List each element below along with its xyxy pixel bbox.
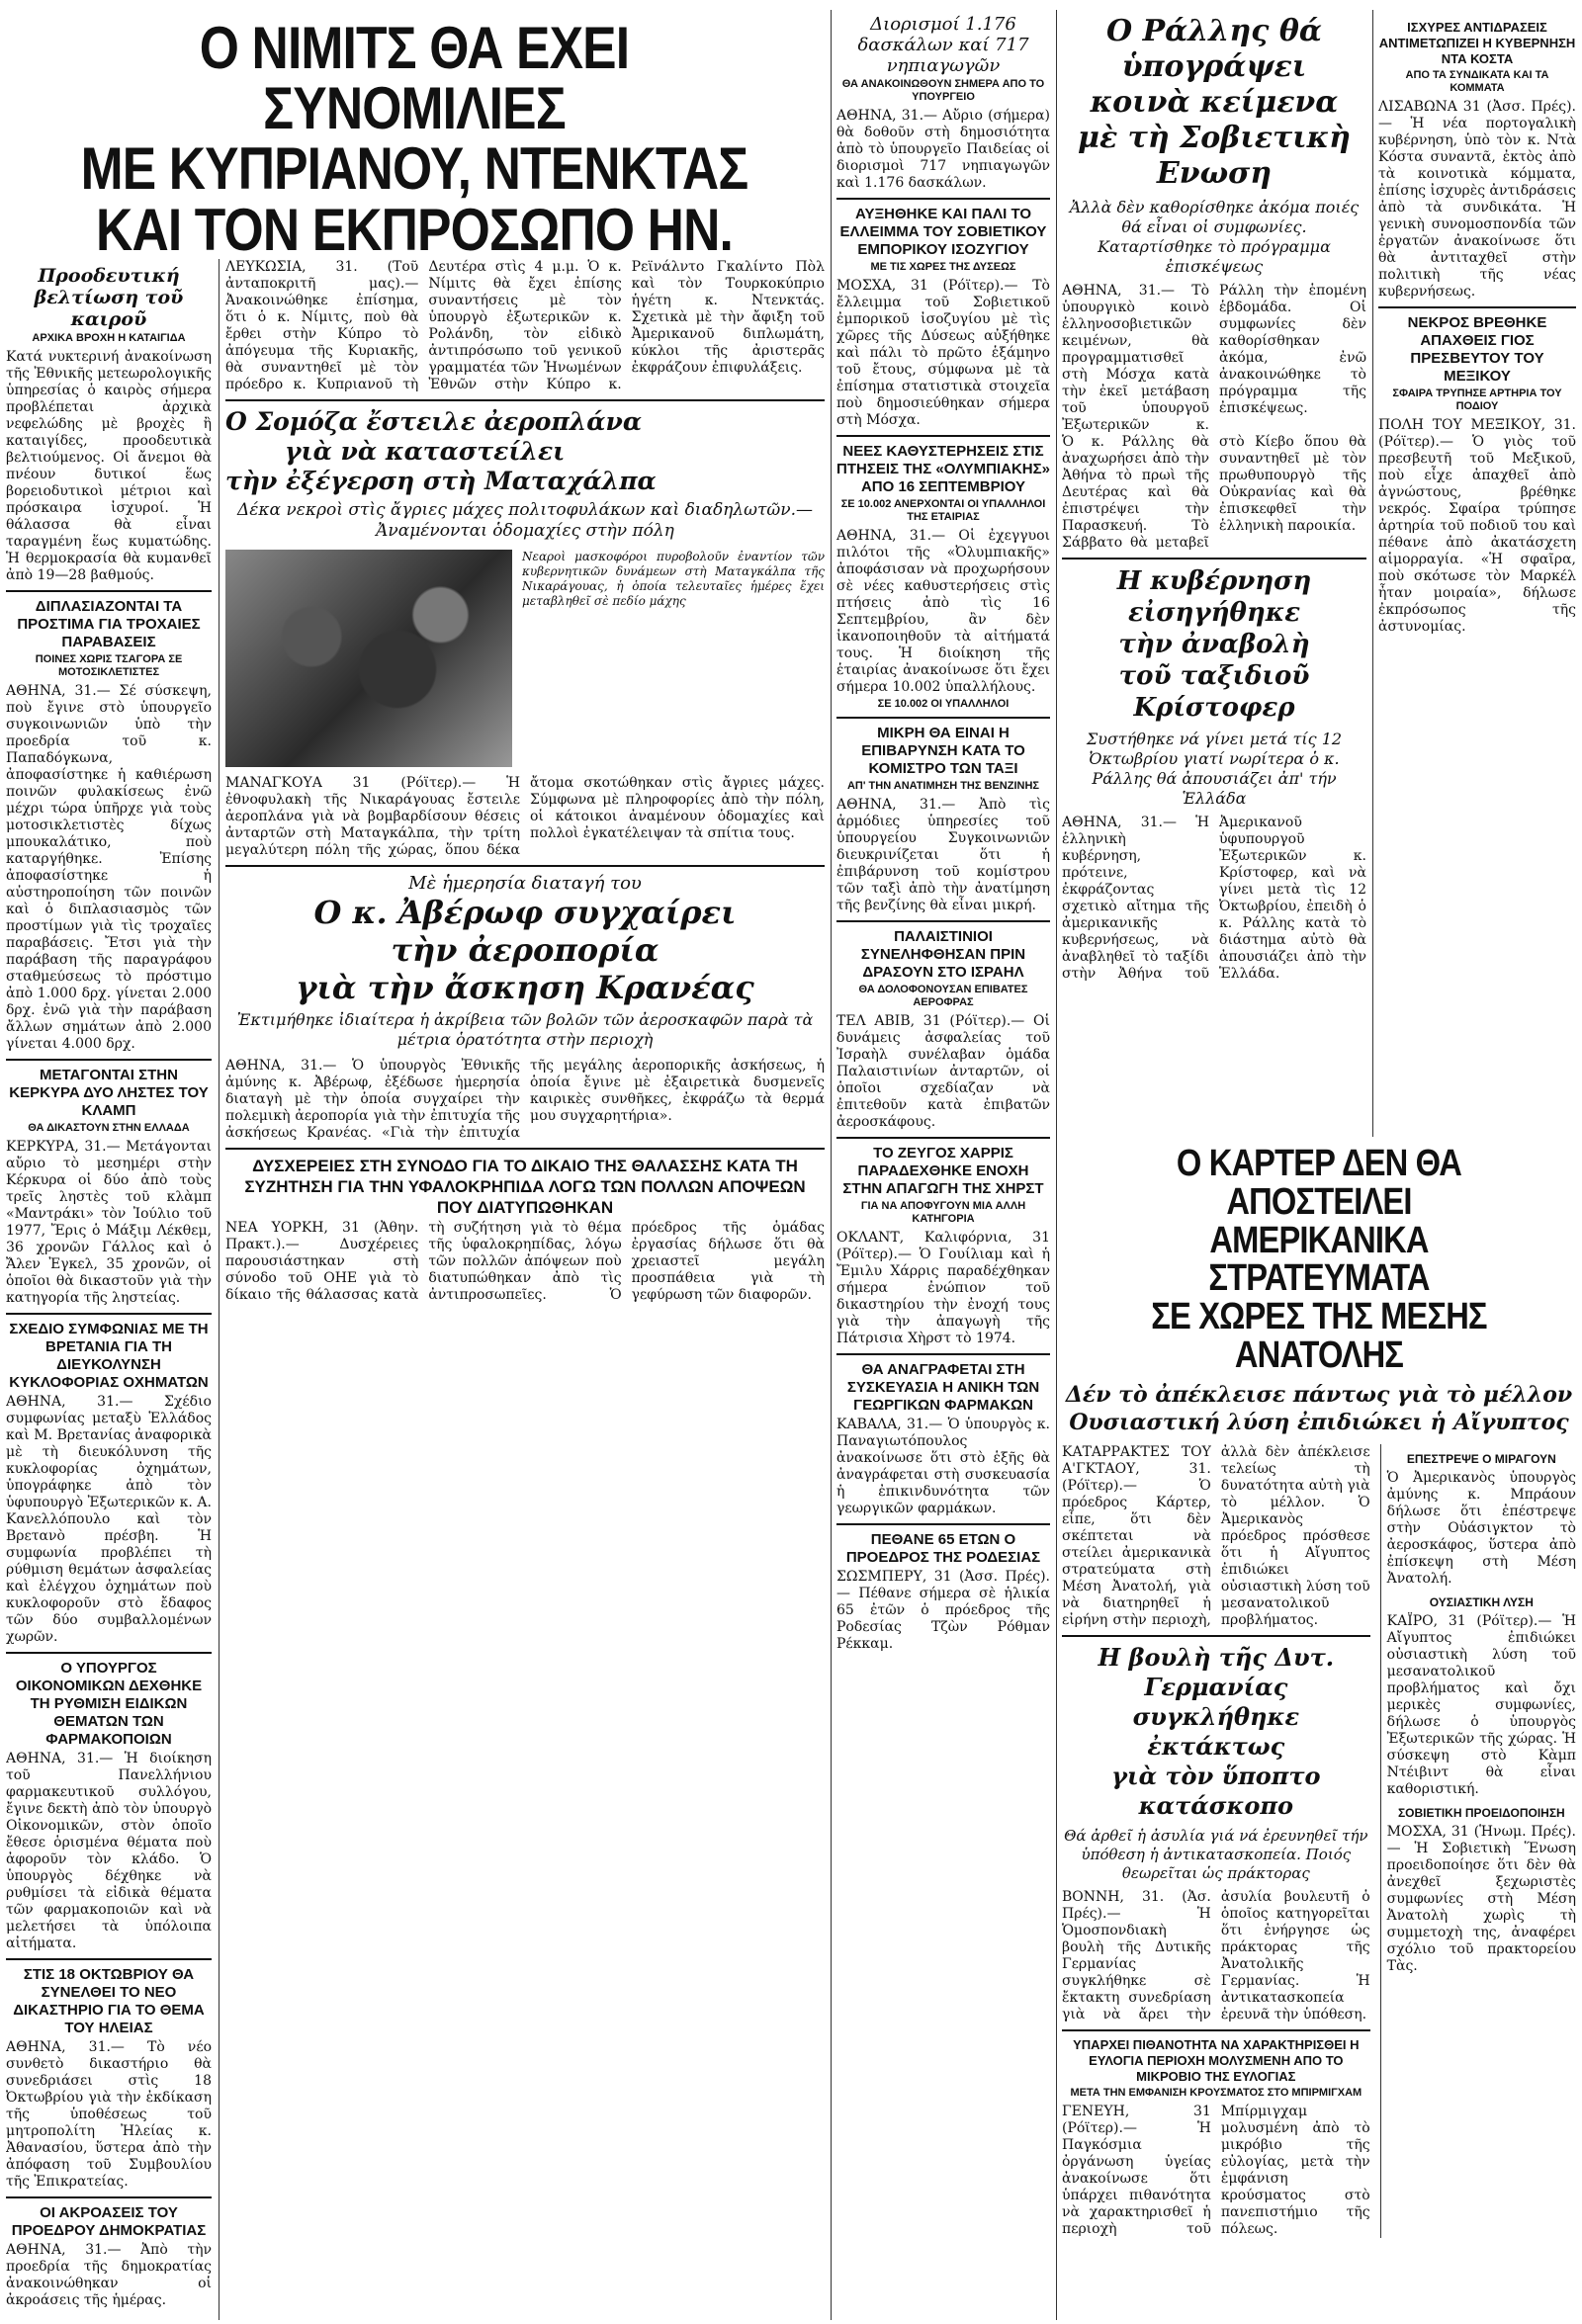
- bundestag-subhead: Θά ἀρθεῖ ἡ ἀσυλία γιά νά ἐρευνηθεῖ τήν ὑπόθεση ἡ ἀντικατασκοπεία. Ποιός θεωρεῖται ὡς πράκτορας: [1064, 1826, 1368, 1882]
- averof-subhead: Ἐκτιμήθηκε ἰδιαίτερα ἡ ἀκρίβεια τῶν βολῶν τῶν ἀεροσκαφῶν παρὰ τὰ μέτρια ὁρατότητα στὴν περιοχὴ: [236, 1010, 814, 1049]
- soviet-warning-headline: ΣΟΒΙΕΤΙΚΗ ΠΡΟΕΙΔΟΠΟΙΗΣΗ: [1397, 1805, 1565, 1820]
- column-rule: [1056, 10, 1057, 2320]
- column-4-top: [1062, 14, 1366, 1137]
- somoza-headline-line-1: Ο Σομόζα ἔστειλε ἀεροπλάνα: [225, 407, 643, 436]
- sea-law-body: ΝΕΑ ΥΟΡΚΗ, 31 (Ἀθην. Πρακτ.).— Δυσχέρειες παρουσιάστηκαν στὴ σύνοδο τοῦ ΟΗΕ γιὰ τὸ δίκαιο τῆς θάλασσας κατὰ τὴ συζήτηση γιὰ τὸ θέμα τῆς ὑφαλοκρηπίδας, λόγω τῶν πολλῶν ἀπόψεων ποὺ διατυπώθηκαν ἀπὸ τὶς ἀντιπροσωπεῖες. Ὁ πρόεδρος τῆς ὁμάδας ἐργασίας δήλωσε ὅτι θὰ χρειαστεῖ μεγάλη προσπάθεια γιὰ τὴ γεφύρωση τῶν διαφορῶν.: [225, 1220, 825, 1303]
- palestinians-subhead: ΘΑ ΔΟΛΟΦΟΝΟΥΣΑΝ ΕΠΙΒΑΤΕΣ ΑΕΡΟΦΡΑΣ: [858, 984, 1028, 1008]
- mirage-headline: ΕΠΕΣΤΡΕΨΕ Ο ΜΙΡΑΓΟΥΝ: [1406, 1451, 1556, 1466]
- solution-headline: ΟΥΣΙΑΣΤΙΚΗ ΛΥΣΗ: [1429, 1594, 1534, 1609]
- deficit-headline: ΑΥΞΗΘΗΚΕ ΚΑΙ ΠΑΛΙ ΤΟ ΕΛΛΕΙΜΜΑ ΤΟΥ ΣΟΒΙΕΤΙΚΟΥ ΕΜΠΟΡΙΚΟΥ ΙΣΟΖΥΓΙΟΥ: [839, 206, 1047, 258]
- rallis-body-2: Ὁ κ. Ράλλης θὰ ἀναχωρήσει ἀπὸ τὴν Ἀθήνα τὸ πρωὶ τῆς Δευτέρας καὶ θὰ ἐπιστρέψει τὴν Παρασκευή. Τὸ Σάββατο θὰ μεταβεῖ στὸ Κίεβο ὅπου θὰ συναντηθεῖ μὲ τὸν πρωθυπουργὸ τῆς Οὐκρανίας καὶ θὰ ἐπισκεφθεῖ τὴν ἑλληνικὴ παροικία.: [1062, 434, 1366, 551]
- smallpox-headline: ΥΠΑΡΧΕΙ ΠΙΘΑΝΟΤΗΤΑ ΝΑ ΧΑΡΑΚΤΗΡΙΣΘΕΙ Η ΕΥΛΟΓΙΑ ΠΕΡΙΟΧΗ ΜΟΛΥΣΜΕΝΗ ΑΠΟ ΤΟ ΜΙΚΡΟΒΙΟ ΤΗΣ ΕΥΛΟΓΙΑΣ: [1073, 2036, 1360, 2084]
- deficit-body: ΜΟΣΧΑ, 31 (Ρόϊτερ).— Τὸ ἔλλειμμα τοῦ Σοβιετικοῦ ἐμπορικοῦ ἰσοζυγίου μὲ τὶς χῶρες τῆς Δύσεως αὐξήθηκε καὶ πάλι τὸ πρῶτο ἑξάμηνο τοῦ ἔτους, σύμφωνα μὲ τὰ ἐπίσημα στατιστικὰ στοιχεῖα ποὺ δημοσιεύθηκαν σήμερα στὴ Μόσχα.: [836, 278, 1050, 428]
- bundestag-headline-line-3: γιὰ τὸν ὕποπτο κατάσκοπο: [1111, 1761, 1321, 1820]
- mexico-subhead: ΣΦΑΙΡΑ ΤΡΥΠΗΣΕ ΑΡΤΗΡΙΑ ΤΟΥ ΠΟΔΙΟΥ: [1392, 387, 1562, 412]
- pharmacists-body: ΑΘΗΝΑ, 31.— Ἡ διοίκηση τοῦ Πανελλήνιου φαρμακευτικοῦ συλλόγου, ἔγινε δεκτὴ ἀπὸ τὸν ὑπουργὸ Οἰκονομικῶν, στὸν ὁποῖο ἔθεσε ὁρισμένα θέματα ποὺ ἀφοροῦν τὸν κλάδο. Ὁ ὑπουργὸς δέχθηκε νὰ ρυθμίσει τὰ εἰδικὰ θέματα τῶν φαρμακοποιῶν καὶ νὰ μελετήσει τὰ ὑπόλοιπα αἰτήματα.: [6, 1751, 212, 1951]
- bundestag-headline-line-2: συγκλήθηκε ἐκτάκτως: [1132, 1701, 1300, 1761]
- divider: [6, 1059, 212, 1061]
- dacosta-headline: ΙΣΧΥΡΕΣ ΑΝΤΙΔΡΑΣΕΙΣ ΑΝΤΙΜΕΤΩΠΙΖΕΙ Η ΚΥΒΕΡΝΗΣΗ ΝΤΑ ΚΟΣΤΑ: [1378, 20, 1576, 66]
- rallis-headline-line-3: μὲ τὴ Σοβιετικὴ Ενωση: [1078, 121, 1351, 191]
- dacosta-body: ΛΙΣΑΒΩΝΑ 31 (Ἀσσ. Πρές).— Ἡ νέα πορτογαλικὴ κυβέρνηση, ὑπὸ τὸν κ. Ντὰ Κόστα συναντᾶ, ἐκτὸς ἀπὸ τὰ κοινοτικὰ κόμματα, ἐπίσης ἰσχυρὲς ἀντιδράσεις ἀπὸ τὰ συνδικάτα. Ἡ γενικὴ συνομοσπονδία τῶν ἐργατῶν ἀνακοίνωσε ὅτι θὰ ἀντιταχθεῖ στὴν πολιτικὴ τῆς νέας κυβερνήσεως.: [1378, 99, 1576, 300]
- rhodesia-headline: ΠΕΘΑΝΕ 65 ΕΤΩΝ Ο ΠΡΟΕΔΡΟΣ ΤΗΣ ΡΟΔΕΣΙΑΣ: [845, 1531, 1041, 1566]
- divider: [6, 1958, 212, 1960]
- rhodesia-body: ΣΩΣΜΠΕΡΥ, 31 (Ἀσσ. Πρές).— Πέθανε σήμερα σὲ ἡλικία 65 ἐτῶν ὁ πρόεδρος τῆς Ροδεσίας Τζὼν Ρόθμαν Ρέκκαμ.: [836, 1569, 1050, 1652]
- divider: [836, 1353, 1050, 1355]
- carter-headline-line-3: ΣΕ ΧΩΡΕΣ ΤΗΣ ΜΕΣΗΣ ΑΝΑΤΟΛΗΣ: [1151, 1296, 1487, 1376]
- divider: [6, 2196, 212, 2198]
- somoza-subhead: Δέκα νεκροὶ στὶς ἄγριες μάχες πολιτοφυλάκων καὶ διαδηλωτῶν.— Ἀναμένονται ὁδομαχίες στὴν πόλη: [236, 500, 814, 541]
- palestinians-body: ΤΕΛ ΑΒΙΒ, 31 (Ρόϊτερ).— Οἱ δυνάμεις ἀσφαλείας τοῦ Ἰσραὴλ συνέλαβαν ὁμάδα Παλαιστινίων ἀνταρτῶν, οἱ ὁποῖοι σχεδίαζαν νὰ ἐπιτεθοῦν κατὰ ἐπιβατῶν ἀεροσκάφους.: [836, 1013, 1050, 1130]
- main-headline-line-1: Ο ΝΙΜΙΤΣ ΘΑ ΕΧΕΙ ΣΥΝΟΜΙΛΙΕΣ: [199, 18, 630, 142]
- soviet-warning-body: ΜΟΣΧΑ, 31 (Ἡνωμ. Πρές).— Ἡ Σοβιετικὴ Ἕνωση προειδοποίησε ὅτι δὲν θὰ ἀνεχθεῖ ξεχωριστὲς συμφωνίες στὴ Μέση Ἀνατολὴ χωρὶς τὴ συμμετοχὴ της, ἀναφέρει σχόλιο τοῦ πρακτορείου Τὰς.: [1386, 1823, 1576, 1974]
- bundestag-body: ΒΟΝΝΗ, 31. (Ἀσ. Πρές).— Ἡ Ὁμοσπονδιακὴ βουλὴ τῆς Δυτικῆς Γερμανίας συγκλήθηκε σὲ ἔκτακτη συνεδρίαση γιὰ νὰ ἄρει τὴν ἀσυλία βουλευτῆ ὁ ὁποῖος κατηγορεῖται ὅτι ἐνήργησε ὡς πράκτορας τῆς Ἀνατολικῆς Γερμανίας. Ἡ ἀντικατασκοπεία ἐρευνᾶ τὴν ὑπόθεση.: [1062, 1888, 1370, 2023]
- taxi-body: ΑΘΗΝΑ, 31.— Ἀπὸ τὶς ἁρμόδιες ὑπηρεσίες τοῦ ὑπουργείου Συγκοινωνιῶν διευκρινίζεται ὅτι ἡ ἐπιβάρυνση τοῦ κομίστρου τῶν ταξὶ ἀπὸ τὴν ἀνατίμηση τῆς βενζίνης θὰ εἶναι μικρή.: [836, 797, 1050, 913]
- weather-subhead: ΑΡΧΙΚΑ ΒΡΟΧΗ Η ΚΑΤΑΙΓΙΔΑ: [32, 332, 186, 344]
- corfu-subhead: ΘΑ ΔΙΚΑΣΤΟΥΝ ΣΤΗΝ ΕΛΛΑΔΑ: [28, 1122, 190, 1134]
- carter-headline-line-2: ΑΜΕΡΙΚΑΝΙΚΑ ΣΤΡΑΤΕΥΜΑΤΑ: [1208, 1219, 1430, 1300]
- taxi-subhead: ΑΠ' ΤΗΝ ΑΝΑΤΙΜΗΣΗ ΤΗΣ ΒΕΝΖΙΝΗΣ: [846, 780, 1040, 792]
- carter-subhead-line-2: Ουσιαστική λύση ἐπιδιώκει ἡ Αἴγυπτος: [1069, 1409, 1569, 1435]
- trial-headline: ΣΤΙΣ 18 ΟΚΤΩΒΡΙΟΥ ΘΑ ΣΥΝΕΛΘΕΙ ΤΟ ΝΕΟ ΔΙΚΑΣΤΗΡΙΟ ΓΙΑ ΤΟ ΘΕΜΑ ΤΟΥ ΗΛΕΙΑΣ: [13, 1966, 205, 2036]
- rallis-headline-line-1: Ο Ράλλης θά ὑπογράψει: [1106, 14, 1322, 84]
- pesticides-headline: ΘΑ ΑΝΑΓΡΑΦΕΤΑΙ ΣΤΗ ΣΥΣΚΕΥΑΣΙΑ Η ΑΝΙΚΗ ΤΩΝ ΓΕΩΡΓΙΚΩΝ ΦΑΡΜΑΚΩΝ: [846, 1361, 1040, 1414]
- teachers-subhead: ΘΑ ΑΝΑΚΟΙΝΩΘΟΥΝ ΣΗΜΕΡΑ ΑΠΟ ΤΟ ΥΠΟΥΡΓΕΙΟ: [841, 78, 1045, 103]
- teachers-headline: Διορισμοί 1.176 δασκάλων καί 717 νηπιαγωγῶν: [857, 14, 1029, 76]
- rallis-headline-line-2: κοινὰ κείμενα: [1090, 85, 1339, 120]
- column-rule: [219, 259, 220, 2320]
- column-3: [836, 14, 1050, 2320]
- weather-headline: Προοδευτική βελτίωση τοῦ καιροῦ: [34, 265, 184, 330]
- solution-body: ΚΑΪΡΟ, 31 (Ρόϊτερ).— Ἡ Αἴγυπτος ἐπιδιώκει οὐσιαστικὴ λύση τοῦ μεσανατολικοῦ προβλήματος καὶ ὄχι μερικὲς συμφωνίες, δήλωσε ὁ ὑπουργὸς Ἐξωτερικῶν τῆς χώρας. Ἡ σύσκεψη στὸ Κὰμπ Ντέιβιντ θὰ εἶναι καθοριστική.: [1386, 1612, 1576, 1797]
- corfu-body: ΚΕΡΚΥΡΑ, 31.— Μετάγονται αὔριο τὸ μεσημέρι στὴν Κέρκυρα οἱ δύο ἀπὸ τοὺς τρεῖς ληστὲς τοῦ κλὰμπ «Μαντράκι» τὸν Ἰούλιο τοῦ 1977, Ἔρις ὁ Μάξιμ Λέκθεμ, 36 χρονῶν Γάλλος καὶ ὁ Ἄλεν Ἐγκελ, 35 χρονῶν, οἱ ὁποῖοι θὰ δικαστοῦν γιὰ τὴν κατηγορία τῆς ληστείας.: [6, 1139, 212, 1306]
- bundestag-headline-line-1: Η βουλὴ τῆς Δυτ. Γερμανίας: [1098, 1642, 1335, 1701]
- audiences-headline: ΟΙ ΑΚΡΟΑΣΕΙΣ ΤΟΥ ΠΡΟΕΔΡΟΥ ΔΗΜΟΚΡΑΤΙΑΣ: [11, 2204, 207, 2239]
- harris-headline: ΤΟ ΖΕΥΓΟΣ ΧΑΡΡΙΣ ΠΑΡΑΔΕΧΘΗΚΕ ΕΝΟΧΗ ΣΤΗΝ ΑΠΑΓΩΓΗ ΤΗΣ ΧΗΡΣΤ: [842, 1145, 1044, 1197]
- divider: [836, 717, 1050, 719]
- christopher-subhead: Συστήθηκε νά γίνει μετά τίς 12 Ὀκτωβρίου γιατί νωρίτερα ὁ κ. Ράλλης θά ἀπουσιάζει ἀπ' τήν Ἑλλάδα: [1086, 730, 1343, 808]
- column-rule: [1372, 10, 1373, 1137]
- divider: [225, 865, 825, 867]
- draft-body: ΑΘΗΝΑ, 31.— Σχέδιο συμφωνίας μεταξὺ Ἑλλάδος καὶ Μ. Βρετανίας ἀναφορικὰ μὲ τὴ διευκόλυνση τῆς κυκλοφορίας ὀχημάτων, ὑπογράφηκε ἀπὸ τὸν ὑφυπουργὸ Ἐξωτερικῶν κ. Α. Κανελλόπουλο καὶ τὸν Βρετανὸ πρέσβη. Ἡ συμφωνία προβλέπει τὴ ρύθμιση θεμάτων ἀσφαλείας καὶ ἐλέγχου ὀχημάτων ποὺ κυκλοφοροῦν στὸ ἔδαφος τῶν δύο συμβαλλομένων χωρῶν.: [6, 1394, 212, 1645]
- averof-headline-line-1: Ο κ. Ἀβέρωφ συγχαίρει: [313, 894, 737, 931]
- trial-body: ΑΘΗΝΑ, 31.— Τὸ νέο συνθετὸ δικαστήριο θὰ συνεδριάσει στὶς 18 Ὀκτωβρίου γιὰ τὴν ἐκδίκαση τῆς ὑποθέσεως τοῦ μητροπολίτη Ἠλείας κ. Ἀθανασίου, ὕστερα ἀπὸ τὴν ἀπόφαση τοῦ Συμβουλίου τῆς Ἐπικρατείας.: [6, 2039, 212, 2190]
- harris-body: ΟΚΛΑΝΤ, Καλιφόρνια, 31 (Ρόϊτερ).— Ὁ Γουίλιαμ καὶ ἡ Ἔμιλυ Χάρρις παραδέχθηκαν σήμερα ἐνώπιον τοῦ δικαστηρίου τὴν ἐνοχή τους γιὰ τὴν ἀπαγωγὴ τῆς Πάτρισια Χὴρστ τὸ 1974.: [836, 1230, 1050, 1346]
- rallis-body: ΑΘΗΝΑ, 31.— Τὸ ὑπουργικὸ κοινὸ ἑλληνοσοβιετικῶν κειμένων, θὰ προγραμματισθεῖ στὴ Μόσχα κατὰ τὴν ἐκεῖ μετάβαση τοῦ ὑπουργοῦ Ἐξωτερικῶν κ. Ράλλη τὴν ἑπομένη ἑβδομάδα. Οἱ συμφωνίες δὲν καθορίσθηκαν ἀκόμα, ἐνῶ ἀνακοινώθηκε τὸ πρόγραμμα τῆς ἐπισκέψεως.: [1062, 283, 1366, 433]
- christopher-headline-line-2: τὴν ἀναβολὴ: [1118, 630, 1310, 659]
- photo-block: [225, 550, 825, 767]
- divider: [836, 1137, 1050, 1139]
- averof-body: ΑΘΗΝΑ, 31.— Ὁ ὑπουργὸς Ἐθνικῆς ἀμύνης κ. Ἀβέρωφ, ἐξέδωσε ἡμερησία διαταγὴ μὲ τὴν ὁποία συγχαίρει τὴν πολεμικὴ ἀεροπορία γιὰ τὴν ἐπιτυχία τῆς ἀσκήσεως Κρανέας. «Γιὰ τὴν ἐπιτυχία τῆς μεγάλης ἀεροπορικῆς ἀσκήσεως, ἡ ὁποία ἔγινε μὲ ἐξαιρετικὰ δυσμενεῖς καιρικὲς συνθῆκες, ἐκφράζω τὰ θερμά μου συγχαρητήρια».: [225, 1058, 825, 1141]
- deficit-subhead: ΜΕ ΤΙΣ ΧΩΡΕΣ ΤΗΣ ΔΥΣΕΩΣ: [870, 261, 1016, 273]
- rallis-subhead: Ἀλλὰ δὲν καθορίσθηκε ἀκόμα ποιές θά εἶναι οἱ συμφωνίες. Καταρτίσθηκε τὸ πρόγραμμα ἐπισκέψεως: [1069, 198, 1360, 276]
- fines-subhead: ΠΟΙΝΕΣ ΧΩΡΙΣ ΤΣΑΓΟΡΑ ΣΕ ΜΟΤΟΣΙΚΛΕΤΙΣΤΕΣ: [35, 653, 183, 678]
- divider: [6, 1652, 212, 1654]
- draft-headline: ΣΧΕΔΙΟ ΣΥΜΦΩΝΙΑΣ ΜΕ ΤΗ ΒΡΕΤΑΝΙΑ ΓΙΑ ΤΗ ΔΙΕΥΚΟΛΥΝΣΗ ΚΥΚΛΟΦΟΡΙΑΣ ΟΧΗΜΑΤΩΝ: [9, 1321, 209, 1391]
- olympic-body: ΑΘΗΝΑ, 31.— Οἱ ἐχεγγυοι πιλότοι τῆς «Ὀλυμπιακῆς» ἀποφάσισαν νὰ προχωρήσουν σὲ νέες καθυστερήσεις στὶς πτήσεις ἀπὸ τὶς 16 Σεπτεμβρίου, ἂν δὲν ἱκανοποιηθοῦν τὰ αἰτήματά τους. Ἡ διοίκηση τῆς ἑταιρίας ἀνακοίνωσε ὅτι ἔχει σήμερα 10.002 ὑπαλλήλους.: [836, 528, 1050, 695]
- corfu-headline: ΜΕΤΑΓΟΝΤΑΙ ΣΤΗΝ ΚΕΡΚΥΡΑ ΔΥΟ ΛΗΣΤΕΣ ΤΟΥ ΚΛΑΜΠ: [9, 1067, 209, 1119]
- divider: [1378, 306, 1576, 308]
- column-rule: [831, 10, 832, 2320]
- divider: [6, 590, 212, 592]
- fines-body: ΑΘΗΝΑ, 31.— Σέ σύσκεψη, ποὺ ἔγινε στὸ ὑπουργεῖο συγκοινωνιῶν ὑπὸ τὴν προεδρία τοῦ κ. Παπαδόγκωνα, ἀποφασίστηκε ἡ καθιέρωση ποινῶν φυλακίσεως ἐνῶ μέχρι τώρα ὑπῆρχε γιὰ τοὺς μοτοσικλετιστὲς δίχως μπουκαλάτικο, ποὺ καταργήθηκε. Ἐπίσης ἀποφασίστηκε ἡ αὐστηροποίηση τῶν ποινῶν καὶ ὁ διπλασιασμὸς τῶν προστίμων γιὰ τὶς τροχαῖες παραβάσεις. Ἔτσι γιὰ τὴν παράβαση τῆς παραγράφου σταθμεύσεως τὸ πρόστιμο ἀπὸ 1.000 δρχ. γίνεται 2.000 δρχ. ἐνῶ γιὰ τὴν παράβαση ἄλλων σημάτων ἀπὸ 2.000 γίνεται 4.000 δρχ.: [6, 683, 212, 1052]
- mexico-headline: ΝΕΚΡΟΣ ΒΡΕΘΗΚΕ ΑΠΑΧΘΕΙΣ ΓΙΟΣ ΠΡΕΣΒΕΥΤΟΥ ΤΟΥ ΜΕΞΙΚΟΥ: [1407, 314, 1547, 385]
- weather-body: Κατά νυκτερινή ἀνακοίνωση τῆς Ἐθνικῆς μετεωρολογικῆς ὑπηρεσίας ὁ καιρὸς σήμερα προβλέπεται ἀρχικὰ νεφελώδης μὲ βροχὲς ἢ καταιγίδες, προοδευτικὰ βελτιούμενος. Οἱ ἄνεμοι θὰ πνέουν δυτικοί ἕως βορειοδυτικοὶ μέτριοι καὶ πρόσκαιρα ἰσχυροί. Ἡ θάλασσα θὰ εἶναι ταραγμένη ἕως κυματώδης. Ἡ θερμοκρασία θὰ κυμανθεῖ ἀπὸ 19—28 βαθμούς.: [6, 349, 212, 583]
- divider: [836, 920, 1050, 922]
- carter-subhead-line-1: Δέν τὸ ἀπέκλεισε πάντως γιὰ τὸ μέλλον: [1065, 1381, 1573, 1408]
- sea-law-headline: ΔΥΣΧΕΡΕΙΕΣ ΣΤΗ ΣΥΝΟΔΟ ΓΙΑ ΤΟ ΔΙΚΑΙΟ ΤΗΣ ΘΑΛΑΣΣΗΣ ΚΑΤΑ ΤΗ ΣΥΖΗΤΗΣΗ ΓΙΑ ΤΗΝ ΥΦΑΛΟΚΡΗΠΙΔΑ ΛΟΓΩ ΤΩΝ ΠΟΛΛΩΝ ΑΠΟΨΕΩΝ ΠΟΥ ΔΙΑΤΥΠΩΘΗΚΑΝ: [244, 1157, 806, 1217]
- main-headline-block: [4, 18, 825, 255]
- news-photo: [225, 550, 512, 767]
- divider: [225, 399, 825, 401]
- teachers-body: ΑΘΗΝΑ, 31.— Αὔριο (σήμερα) θὰ δοθοῦν στὴ δημοσιότητα ἀπὸ τὸ ὑπουργεῖο Παιδείας οἱ διορισμοὶ 717 νηπιαγωγῶν καὶ 1.176 δασκάλων.: [836, 108, 1050, 191]
- carter-body: ΚΑΤΑΡΡΑΚΤΕΣ ΤΟΥ Α'ΓΚΤΑΟΥ, 31. (Ρόϊτερ).— Ὁ πρόεδρος Κάρτερ, εἶπε, ὅτι δὲν σκέπτεται νὰ στείλει ἀμερικανικὰ στρατεύματα στὴ Μέση Ἀνατολή, γιὰ νὰ διατηρηθεῖ ἡ εἰρήνη στὴν περιοχὴ, ἀλλὰ δὲν ἀπέκλεισε τελείως τὴ δυνατότητα αὐτὴ γιὰ τὸ μέλλον. Ὁ Ἀμερικανὸς πρόεδρος πρόσθεσε ὅτι ἡ Αἴγυπτος ἐπιδιώκει οὐσιαστικὴ λύση τοῦ μεσανατολικοῦ προβλήματος.: [1062, 1443, 1370, 1628]
- christopher-headline-line-1: Η κυβέρνηση εἰσηγήθηκε: [1116, 566, 1312, 628]
- main-headline-line-3: ΚΑΙ ΤΟΝ ΕΚΠΡΟΣΩΠΟ ΗΝ.: [96, 196, 733, 255]
- pesticides-body: ΚΑΒΑΛΑ, 31.— Ὁ ὑπουργὸς κ. Παναγιωτόπουλος ἀνακοίνωσε ὅτι στὸ ἑξῆς θὰ ἀναγράφεται στὴ συσκευασία ἡ ἐπικινδυνότητα τῶν γεωργικῶν φαρμάκων.: [836, 1417, 1050, 1516]
- somoza-headline-line-2: γιὰ νὰ καταστείλει: [285, 437, 566, 466]
- mexico-body: ΠΟΛΗ ΤΟΥ ΜΕΞΙΚΟΥ, 31. (Ρόϊτερ).— Ὁ γιὸς τοῦ πρεσβευτῆ τοῦ Μεξικοῦ, ποὺ εἶχε ἀπαχθεῖ ἀπὸ ἀγνώστους, βρέθηκε νεκρός. Σφαίρα τρύπησε ἀρτηρία τοῦ ποδιοῦ του καὶ πέθανε ἀπὸ ἀκατάσχετη αἱμορραγία. «Ἡ σφαῖρα, ποὺ σκότωσε τὸν Μαρκέλ ἦταν μοιραία», δήλωσε ἐκπρόσωπος τῆς ἀστυνομίας.: [1378, 417, 1576, 635]
- smallpox-subhead: ΜΕΤΑ ΤΗΝ ΕΜΦΑΝΙΣΗ ΚΡΟΥΣΜΑΤΟΣ ΣΤΟ ΜΠΙΡΜΙΓΧΑΜ: [1070, 2086, 1362, 2099]
- carter-block: [1062, 1145, 1576, 2320]
- somoza-body: ΜΑΝΑΓΚΟΥΑ 31 (Ρόϊτερ).— Ἡ ἐθνοφυλακὴ τῆς Νικαράγουας ἔστειλε ἀεροπλάνα γιὰ νὰ βομβαρδίσουν θέσεις ἀνταρτῶν στὴ Ματαγκάλπα, τὴν τρίτη μεγαλύτερη πόλη τῆς χώρας, ὅπου δέκα ἄτομα σκοτώθηκαν στὶς ἄγριες μάχες. Σύμφωνα μὲ πληροφορίες ἀπὸ τὴν πόλη, οἱ κάτοικοι ἀναμένουν ὁδομαχίες καὶ πολλοὶ ἐγκατέλειψαν τὰ σπίτια τους.: [225, 775, 825, 858]
- audiences-body: ΑΘΗΝΑ, 31.— Ἀπὸ τὴν προεδρία τῆς δημοκρατίας ἀνακοινώθηκαν οἱ ἀκροάσεις τῆς ἡμέρας.: [6, 2242, 212, 2308]
- divider: [225, 1148, 825, 1150]
- column-2: [225, 259, 825, 2320]
- averof-headline-line-3: γιὰ τὴν ἄσκηση Κρανέας: [296, 969, 754, 1006]
- main-headline-line-2: ΜΕ ΚΥΠΡΙΑΝΟΥ, ΝΤΕΝΚΤΑΣ: [80, 135, 748, 203]
- divider: [836, 198, 1050, 200]
- divider: [1062, 1635, 1370, 1637]
- olympic-subhead: ΣΕ 10.002 ΑΝΕΡΧΟΝΤΑΙ ΟΙ ΥΠΑΛΛΗΛΟΙ ΤΗΣ ΕΤΑΙΡΙΑΣ: [840, 498, 1046, 523]
- carter-headline-line-1: Ο ΚΑΡΤΕΡ ΔΕΝ ΘΑ ΑΠΟΣΤΕΙΛΕΙ: [1176, 1145, 1462, 1223]
- smallpox-body: ΓΕΝΕΥΗ, 31 (Ρόϊτερ).— Ἡ Παγκόσμια ὀργάνωση ὑγείας ἀνακοίνωσε ὅτι ὑπάρχει πιθανότητα νὰ χαρακτηρισθεῖ ἡ περιοχὴ τοῦ Μπίρμιγχαμ μολυσμένη ἀπὸ τὸ μικρόβιο τῆς εὐλογίας, μετὰ τὴν ἐμφάνιση κρούσματος στὸ πανεπιστήμιο τῆς πόλεως.: [1062, 2103, 1370, 2237]
- nimitz-body: ΛΕΥΚΩΣΙΑ, 31. (Τοῦ ἀνταποκριτῆ μας).— Ἀνακοινώθηκε ἐπίσημα, ὅτι ὁ κ. Νίμιτς, ποὺ θὰ ἔρθει στὴν Κύπρο τὸ ἀπόγευμα τῆς Κυριακῆς, θὰ συναντηθεῖ μὲ τὸν πρόεδρο κ. Κυπριανοῦ τὴ Δευτέρα στὶς 4 μ.μ. Ὁ κ. Νίμιτς θὰ ἔχει ἐπίσης συναντήσεις μὲ τὸν ὑπουργὸ ἐξωτερικῶν κ. Ρολάνδη, τὸν εἰδικὸ ἀντιπρόσωπο τοῦ γενικοῦ γραμματέα τῶν Ἡνωμένων Ἐθνῶν στὴν Κύπρο κ. Ρεϊνάλντο Γκαλίντο Πὸλ καὶ τὸν Τουρκοκύπριο ἡγέτη κ. Ντενκτάς. Σχετικὰ μὲ τὴν ἄφιξη τοῦ Ἀμερικανοῦ διπλωμάτη, κύκλοι τῆς ἀριστερᾶς ἐκφράζουν ἐπιφυλάξεις.: [225, 259, 825, 392]
- dacosta-subhead: ΑΠΟ ΤΑ ΣΥΝΔΙΚΑΤΑ ΚΑΙ ΤΑ ΚΟΜΜΑΤΑ: [1405, 69, 1549, 94]
- harris-subhead: ΓΙΑ ΝΑ ΑΠΟΦΥΓΟΥΝ ΜΙΑ ΑΛΛΗ ΚΑΤΗΓΟΡΙΑ: [860, 1200, 1026, 1225]
- divider: [836, 435, 1050, 437]
- photo-caption: Νεαροὶ μασκοφόροι πυροβολοῦν ἐναντίον τῶν κυβερνητικῶν δυνάμεων στὴ Ματαγκάλπα τῆς Νικαράγουας, ἡ ὁποία τελευταῖες ἡμέρες ἔχει μεταβληθεῖ σὲ πεδίο μάχης: [522, 550, 825, 608]
- divider: [836, 1523, 1050, 1525]
- christopher-headline-line-3: τοῦ ταξιδιοῦ Κρίστοφερ: [1118, 661, 1310, 723]
- somoza-headline-line-3: τὴν ἐξέγερση στὴ Ματαχάλπα: [225, 467, 657, 495]
- divider: [1062, 2029, 1370, 2031]
- divider: [6, 1313, 212, 1315]
- pharmacists-headline: Ο ΥΠΟΥΡΓΟΣ ΟΙΚΟΝΟΜΙΚΩΝ ΔΕΧΘΗΚΕ ΤΗ ΡΥΘΜΙΣΗ ΕΙΔΙΚΩΝ ΘΕΜΑΤΩΝ ΤΩΝ ΦΑΡΜΑΚΟΠΟΙΩΝ: [15, 1660, 203, 1748]
- averof-headline-line-2: τὴν ἀεροπορία: [391, 931, 659, 969]
- averof-pre-headline: Μὲ ἡμερησία διαταγή του: [408, 873, 642, 894]
- fines-headline: ΔΙΠΛΑΣΙΑΖΟΝΤΑΙ ΤΑ ΠΡΟΣΤΙΜΑ ΓΙΑ ΤΡΟΧΑΙΕΣ ΠΑΡΑΒΑΣΕΙΣ: [17, 598, 201, 650]
- olympic-headline: ΝΕΕΣ ΚΑΘΥΣΤΕΡΗΣΕΙΣ ΣΤΙΣ ΠΤΗΣΕΙΣ ΤΗΣ «ΟΛΥΜΠΙΑΚΗΣ» ΑΠΟ 16 ΣΕΠΤΕΜΒΡΙΟΥ: [836, 443, 1050, 495]
- taxi-headline: ΜΙΚΡΗ ΘΑ ΕΙΝΑΙ Η ΕΠΙΒΑΡΥΝΣΗ ΚΑΤΑ ΤΟ ΚΟΜΙΣΤΡΟ ΤΩΝ ΤΑΞΙ: [861, 725, 1025, 777]
- column-1: [6, 259, 212, 2320]
- divider: [1062, 558, 1366, 559]
- olympic-subhead-2: ΣΕ 10.002 ΟΙ ΥΠΑΛΛΗΛΟΙ: [877, 698, 1010, 710]
- mirage-body: Ὁ Ἀμερικανὸς ὑπουργὸς ἀμύνης κ. Μπράουν δήλωσε ὅτι ἐπέστρεψε στὴν Οὐάσιγκτον τὸ ἀεροσκάφος, ὕστερα ἀπὸ ἐπίσκεψη στὴ Μέση Ἀνατολή.: [1386, 1469, 1576, 1587]
- palestinians-headline: ΠΑΛΑΙΣΤΙΝΙΟΙ ΣΥΝΕΛΗΦΘΗΣΑΝ ΠΡΙΝ ΔΡΑΣΟΥΝ ΣΤΟ ΙΣΡΑΗΛ: [860, 928, 1026, 981]
- christopher-body: ΑΘΗΝΑ, 31.— Ἡ ἑλληνικὴ κυβέρνηση, πρότεινε, ἐκφράζοντας σχετικὸ αἴτημα τῆς ἀμερικανικῆς κυβερνήσεως, νὰ ἀναβληθεῖ τὸ ταξίδι στὴν Ἀθήνα τοῦ Ἀμερικανοῦ ὑφυπουργοῦ Ἐξωτερικῶν κ. Κρίστοφερ, καὶ νὰ γίνει μετὰ τὶς 12 Ὀκτωβρίου, ἐπειδὴ ὁ κ. Ράλλης κατὰ τὸ διάστημα αὐτὸ θὰ ἀπουσιάζει ἀπὸ τὴν Ἑλλάδα.: [1062, 815, 1366, 982]
